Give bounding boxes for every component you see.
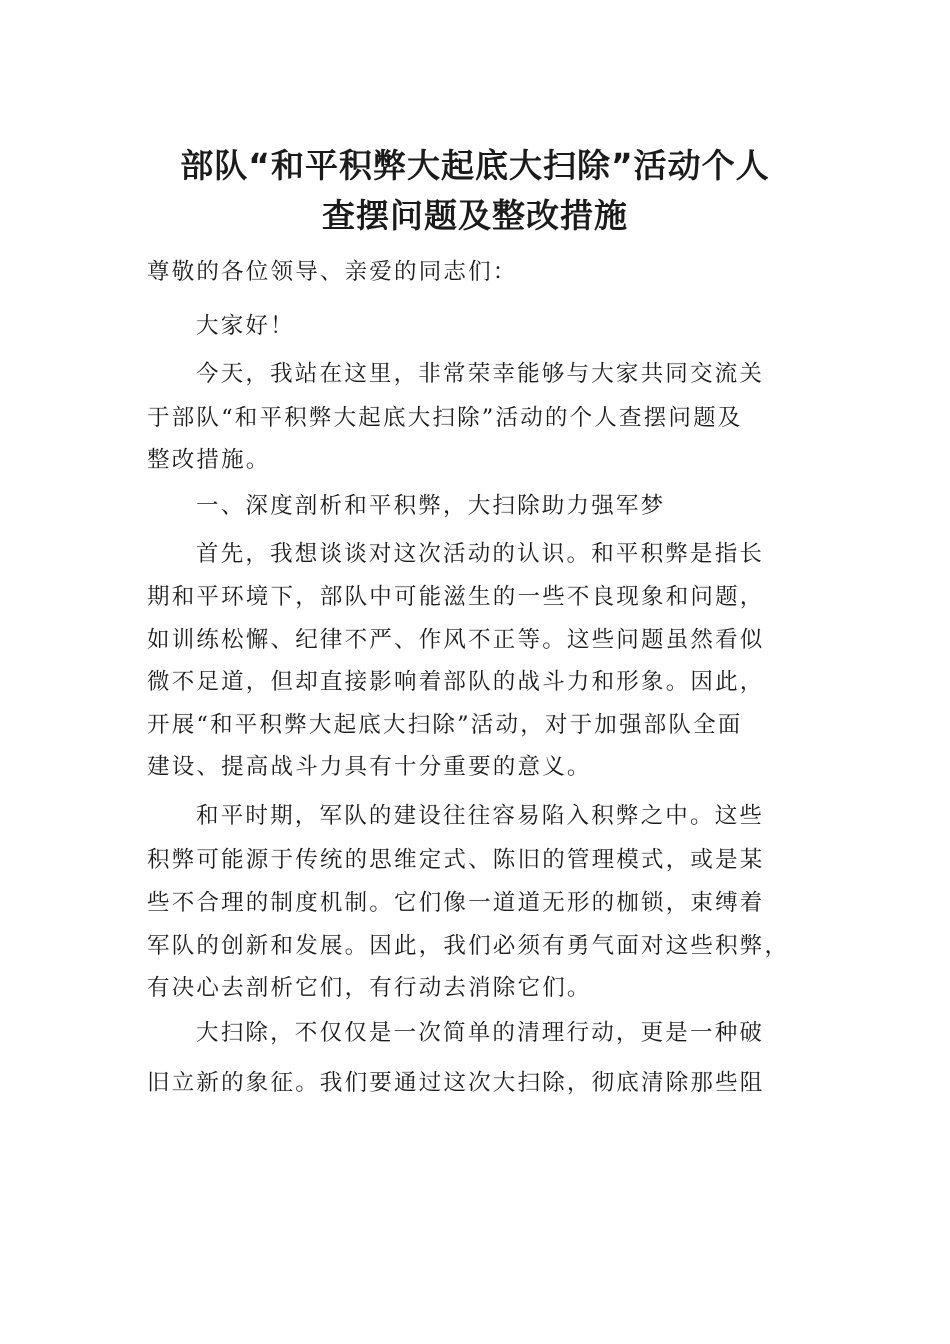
greeting: 大家好！	[196, 313, 295, 339]
paragraph-line: 开展“和平积弊大起底大扫除”活动，对于加强部队全面	[147, 712, 743, 738]
paragraph-line: 有决心去剖析它们，有行动去消除它们。	[147, 975, 592, 1001]
paragraph-line: 旧立新的象征。我们要通过这次大扫除，彻底清除那些阻	[147, 1070, 765, 1096]
salutation: 尊敬的各位领导、亲爱的同志们：	[147, 259, 518, 285]
paragraph-line: 如训练松懈、纪律不严、作风不正等。这些问题虽然看似	[147, 627, 765, 653]
paragraph-line: 首先，我想谈谈对这次活动的认识。和平积弊是指长	[196, 541, 765, 567]
paragraph-line: 整改措施。	[147, 447, 271, 473]
paragraph-line: 于部队“和平积弊大起底大扫除”活动的个人查摆问题及	[147, 405, 743, 431]
paragraph-line: 积弊可能源于传统的思维定式、陈旧的管理模式，或是某	[147, 847, 765, 873]
paragraph-line: 大扫除，不仅仅是一次简单的清理行动，更是一种破	[196, 1020, 765, 1046]
document-title-line-1: 部队“和平积弊大起底大扫除”活动个人	[180, 146, 770, 185]
paragraph-line: 微不足道，但却直接影响着部队的战斗力和形象。因此，	[147, 669, 765, 695]
section-heading: 一、深度剖析和平积弊，大扫除助力强军梦	[196, 493, 666, 519]
paragraph-line: 些不合理的制度机制。它们像一道道无形的枷锁，束缚着	[147, 890, 765, 916]
paragraph-line: 建设、提高战斗力具有十分重要的意义。	[147, 754, 592, 780]
paragraph-line: 和平时期，军队的建设往往容易陷入积弊之中。这些	[196, 803, 765, 829]
document-title-line-2: 查摆问题及整改措施	[322, 196, 628, 235]
paragraph-line: 今天，我站在这里，非常荣幸能够与大家共同交流关	[196, 361, 765, 387]
paragraph-line: 期和平环境下，部队中可能滋生的一些不良现象和问题，	[147, 584, 765, 610]
paragraph-line: 军队的创新和发展。因此，我们必须有勇气面对这些积弊，	[147, 933, 790, 959]
